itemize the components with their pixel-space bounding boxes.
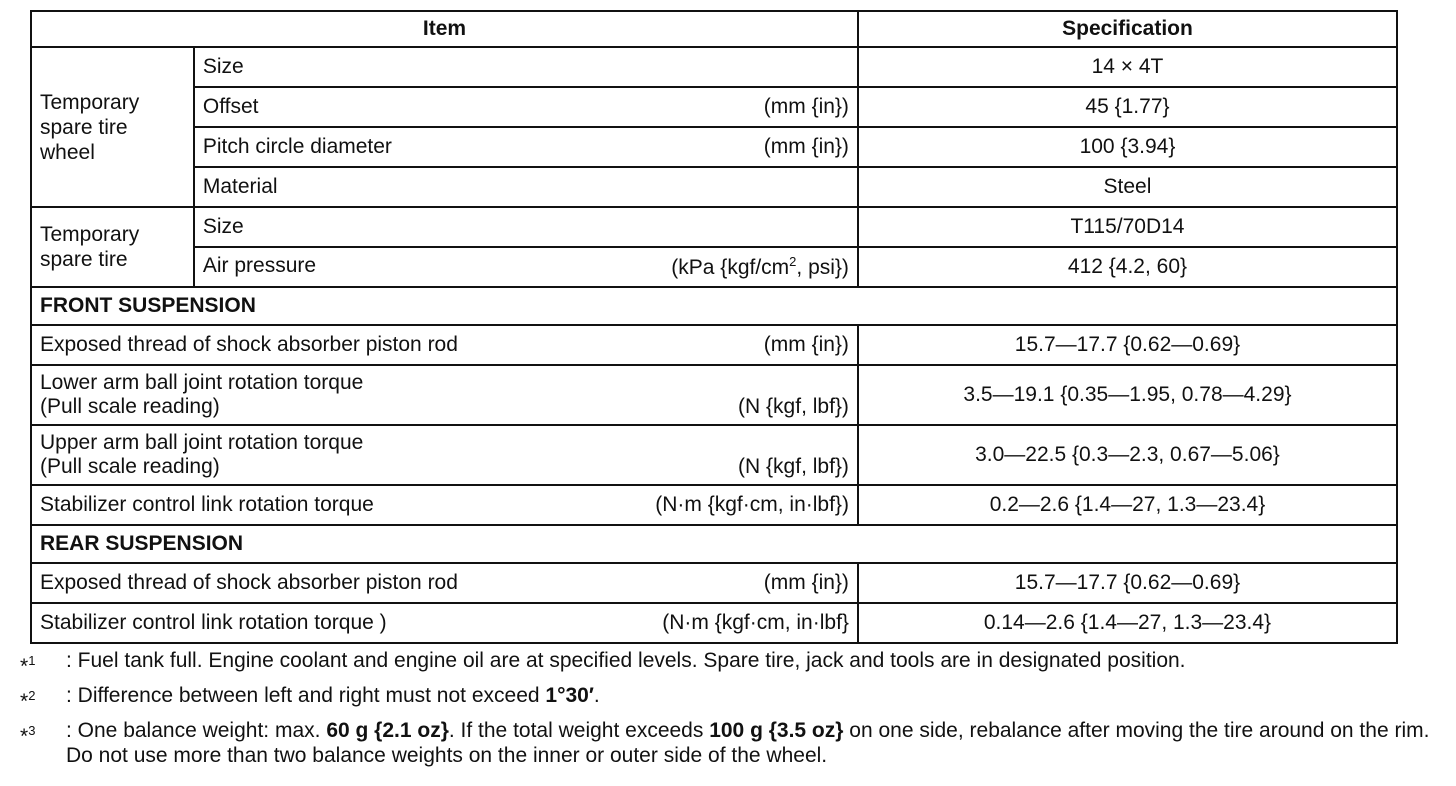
table-row [31,87,1397,127]
specification-table [30,10,1398,644]
item-unit: (mm {in}) [763,333,849,356]
spec-value: 0.2—2.6 {1.4—27, 1.3—23.4} [858,485,1397,525]
spec-value: T115/70D14 [858,207,1397,247]
section-title-front: FRONT SUSPENSION [31,287,1397,325]
item-cell [31,603,858,643]
item-cell [194,47,858,87]
footnote-text-part: on one side, rebalance after moving the tire around on the rim. Do not use more than two balance weights on the inner or outer side of the wheel. [66,719,1430,767]
footnote-marker [20,718,66,768]
spec-value: 45 {1.77} [858,87,1397,127]
footnote-asterisk: * [20,690,29,713]
item-unit: (N·m {kgf·cm, in·lbf} [662,611,849,634]
item-label: Exposed thread of shock absorber piston rod [40,333,458,356]
item-unit: (mm {in}) [763,95,849,118]
table-row [31,167,1397,207]
footnote-asterisk: * [20,655,29,678]
item-label: Lower arm ball joint rotation torque [40,371,364,394]
table-row [31,207,1397,247]
section-row [31,525,1397,563]
item-unit: (N·m {kgf·cm, in·lbf}) [655,493,849,516]
footnote-text [66,683,1430,714]
table-row [31,247,1397,287]
item-label: Pitch circle diameter [202,135,392,158]
item-cell [194,167,858,207]
item-cell [31,365,858,425]
section-row [31,287,1397,325]
footnote-marker [20,648,66,679]
unit-superscript: 2 [789,254,797,269]
item-cell [31,325,858,365]
item-unit: (N {kgf, lbf}) [738,455,849,478]
footnote-bold: 100 g {3.5 oz} [709,719,844,742]
table-row [31,603,1397,643]
item-cell [194,127,858,167]
section-title-rear: REAR SUSPENSION [31,525,1397,563]
table-row [31,47,1397,87]
spec-value: 15.7—17.7 {0.62—0.69} [858,325,1397,365]
footnote-marker [20,683,66,714]
table-row [31,425,1397,485]
item-label: Size [202,215,244,238]
spec-value: 100 {3.94} [858,127,1397,167]
item-unit: (mm {in}) [763,135,849,158]
footnote-number: 1 [28,653,36,668]
header-specification: Specification [858,11,1397,47]
item-cell [31,425,858,485]
item-label: Stabilizer control link rotation torque [40,493,374,516]
footnote-number: 3 [28,723,36,738]
unit-part: (kPa {kgf/cm [671,256,790,279]
footnote [20,683,1430,714]
spec-value: 15.7—17.7 {0.62—0.69} [858,563,1397,603]
footnote-number: 2 [28,688,36,703]
item-label: Stabilizer control link rotation torque ) [40,611,387,634]
item-label-line2: (Pull scale reading) [40,455,220,478]
spec-value: 3.5—19.1 {0.35—1.95, 0.78—4.29} [858,365,1397,425]
group-label-tire: Temporary spare tire [31,207,194,287]
item-cell [31,485,858,525]
footnotes [20,648,1430,772]
footnote-bold: 1°30′ [545,684,594,707]
item-unit [671,254,849,280]
spec-value: 412 {4.2, 60} [858,247,1397,287]
item-cell [194,247,858,287]
table-row [31,127,1397,167]
table-row [31,563,1397,603]
footnote-text-part: : Difference between left and right must not exceed [66,684,546,707]
item-label: Upper arm ball joint rotation torque [40,431,364,454]
table-row [31,325,1397,365]
spec-value: 0.14—2.6 {1.4—27, 1.3—23.4} [858,603,1397,643]
footnote-text [66,718,1430,768]
footnote [20,718,1430,768]
footnote-text-part: . If the total weight exceeds [448,719,710,742]
group-label-wheel: Temporary spare tire wheel [31,47,194,207]
item-label: Material [202,175,278,198]
spec-value: 3.0—22.5 {0.3—2.3, 0.67—5.06} [858,425,1397,485]
footnote-bold: 60 g {2.1 oz} [326,719,449,742]
item-label: Air pressure [202,254,317,277]
item-cell [194,207,858,247]
item-cell [194,87,858,127]
item-label: Offset [202,95,259,118]
footnote-text-part: : One balance weight: max. [66,719,327,742]
header-item: Item [31,11,858,47]
table-row [31,365,1397,425]
item-label: Exposed thread of shock absorber piston rod [40,571,458,594]
footnote-text-part: . [593,684,600,707]
table-row [31,485,1397,525]
spec-value: Steel [858,167,1397,207]
table-header-row [31,11,1397,47]
footnote [20,648,1430,679]
item-label: Size [202,55,244,78]
spec-value: 14 × 4T [858,47,1397,87]
item-unit: (mm {in}) [763,571,849,594]
item-cell [31,563,858,603]
unit-part: , psi}) [796,256,849,279]
item-unit: (N {kgf, lbf}) [738,395,849,418]
footnote-text: : Fuel tank full. Engine coolant and engine oil are at specified levels. Spare tire, jack and tools are in designated position. [66,649,1186,672]
footnote-asterisk: * [20,725,29,748]
item-label-line2: (Pull scale reading) [40,395,220,418]
